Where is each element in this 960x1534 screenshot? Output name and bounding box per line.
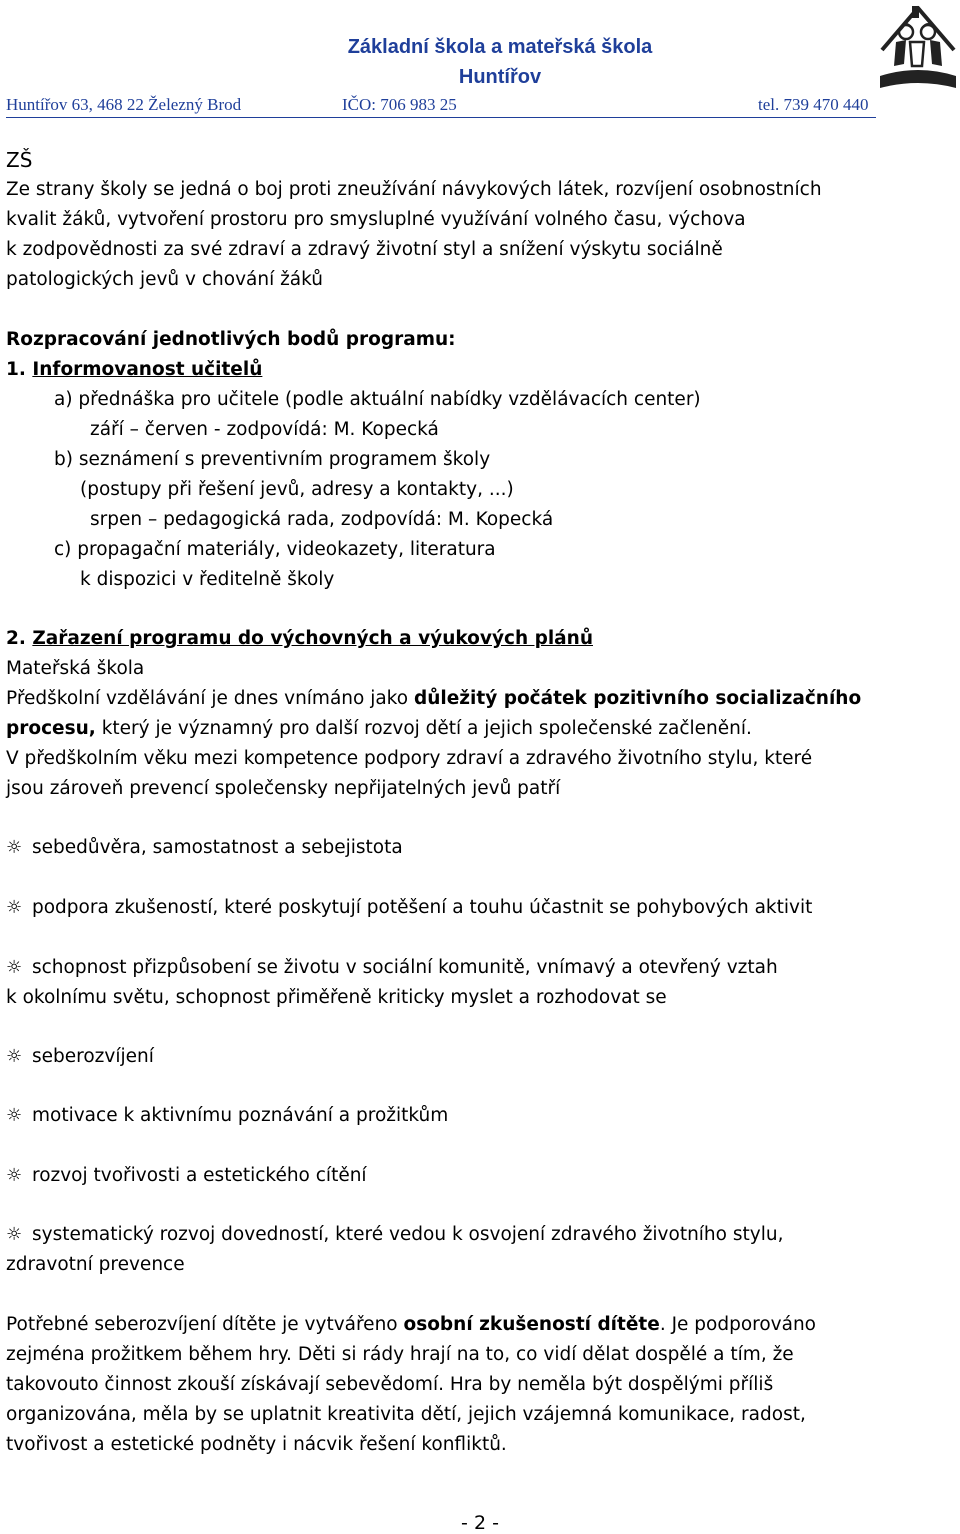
bullet-text: systematický rozvoj dovedností, které vedou k osvojení zdravého životního stylu,	[32, 1224, 784, 1245]
zs-heading: ZŠ	[6, 148, 33, 172]
point-2-number: 2.	[6, 628, 33, 649]
bullet-3-continuation: k okolnímu světu, schopnost přiměřeně kriticky myslet a rozhodovat se	[6, 987, 667, 1008]
point-1-title: Informovanost učitelů	[32, 359, 263, 380]
ms-heading: Mateřská škola	[6, 658, 145, 679]
sun-icon: ☼	[6, 837, 23, 858]
bullet-item	[6, 953, 778, 983]
ms-p3-line-4: organizována, měla by se uplatnit kreativita dětí, jejich vzájemná komunikace, radost,	[6, 1404, 806, 1425]
ms-p3-line-2: zejména prožitkem během hry. Děti si rády hrají na to, co vidí dělat dospělé a tím, že	[6, 1344, 794, 1365]
bullet-item	[6, 893, 812, 923]
ico: IČO: 706 983 25	[342, 95, 457, 114]
ms-p1-bold: důležitý počátek pozitivního socializačního	[413, 688, 862, 709]
program-heading: Rozpracování jednotlivých bodů programu:	[6, 329, 456, 350]
bullet-item	[6, 833, 403, 863]
ms-p3-line-3: takovouto činnost zkouší získávají sebevědomí. Hra by neměla být dospělými příliš	[6, 1374, 774, 1395]
page-number: - 2 -	[461, 1512, 499, 1534]
address: Huntířov 63, 468 22 Železný Brod	[6, 95, 242, 114]
point-1-number: 1.	[6, 359, 33, 380]
phone: tel. 739 470 440	[758, 95, 869, 114]
bullet-text: motivace k aktivnímu poznávání a prožitkům	[32, 1105, 449, 1126]
bullet-item	[6, 1042, 154, 1072]
school-town: Huntířov	[458, 66, 542, 88]
zs-line-3: k zodpovědnosti za své zdraví a zdravý životní styl a snížení výskytu sociálně	[6, 239, 723, 260]
sun-icon: ☼	[6, 1224, 23, 1245]
ms-p3-bold: osobní zkušeností dítěte	[403, 1314, 660, 1335]
ms-p3-line-5: tvořivost a estetické podněty i nácvik řešení konfliktů.	[6, 1434, 507, 1455]
ms-p1-line-1	[6, 684, 861, 714]
sun-icon: ☼	[6, 1165, 23, 1186]
bullet-7-continuation: zdravotní prevence	[6, 1254, 185, 1275]
bullet-item	[6, 1161, 367, 1191]
ms-p2-line-1: V předškolním věku mezi kompetence podpory zdraví a zdravého životního stylu, které	[6, 748, 813, 769]
point-1-item-b-detail-2: srpen – pedagogická rada, zodpovídá: M. Kopecká	[90, 509, 554, 530]
point-1-item-c: c) propagační materiály, videokazety, literatura	[54, 539, 496, 560]
point-2-heading	[6, 624, 593, 654]
bullet-text: podpora zkušeností, které poskytují potěšení a touhu účastnit se pohybových aktivit	[32, 897, 813, 918]
school-logo	[876, 2, 960, 92]
sun-icon: ☼	[6, 1046, 23, 1067]
school-name: Základní škola a mateřská škola	[347, 36, 653, 58]
ms-p1-text: Předškolní vzdělávání je dnes vnímáno jako	[6, 688, 414, 709]
point-1-item-b-detail: (postupy při řešení jevů, adresy a kontakty, ...)	[80, 479, 514, 500]
sun-icon: ☼	[6, 1105, 23, 1126]
ms-p2-line-2: jsou zároveň prevencí společensky nepřijatelných jevů patří	[6, 778, 561, 799]
zs-line-2: kvalit žáků, vytvoření prostoru pro smysluplné využívání volného času, výchova	[6, 209, 746, 230]
bullet-item	[6, 1220, 783, 1250]
zs-line-4: patologických jevů v chování žáků	[6, 269, 324, 290]
bullet-text: schopnost přizpůsobení se životu v sociální komunitě, vnímavý a otevřený vztah	[32, 957, 778, 978]
address-row	[6, 95, 876, 118]
sun-icon: ☼	[6, 897, 23, 918]
point-1-item-c-detail: k dispozici v ředitelně školy	[80, 569, 335, 590]
zs-line-1: Ze strany školy se jedná o boj proti zneužívání návykových látek, rozvíjení osobnostních	[6, 179, 822, 200]
bullet-text: rozvoj tvořivosti a estetického cítění	[32, 1165, 367, 1186]
point-1-item-a-detail: září – červen - zodpovídá: M. Kopecká	[90, 419, 439, 440]
sun-icon: ☼	[6, 957, 23, 978]
point-1-item-a: a) přednáška pro učitele (podle aktuální nabídky vzdělávacích center)	[54, 389, 701, 410]
bullet-text: sebedůvěra, samostatnost a sebejistota	[32, 837, 403, 858]
ms-p1-line-2	[6, 714, 752, 744]
bullet-text: seberozvíjení	[32, 1046, 154, 1067]
ms-p3-text: Potřebné seberozvíjení dítěte je vytvářeno	[6, 1314, 404, 1335]
ms-p3-text-2: . Je podporováno	[659, 1314, 817, 1335]
ms-p3-line-1	[6, 1310, 816, 1340]
point-2-title: Zařazení programu do výchovných a výukových plánů	[32, 628, 593, 649]
bullet-item	[6, 1101, 448, 1131]
ms-p1-text-2: který je významný pro další rozvoj dětí a jejich společenské začlenění.	[95, 718, 752, 739]
point-1-heading	[6, 355, 262, 385]
point-1-item-b: b) seznámení s preventivním programem školy	[54, 449, 491, 470]
ms-p1-bold-2: procesu,	[6, 718, 96, 739]
